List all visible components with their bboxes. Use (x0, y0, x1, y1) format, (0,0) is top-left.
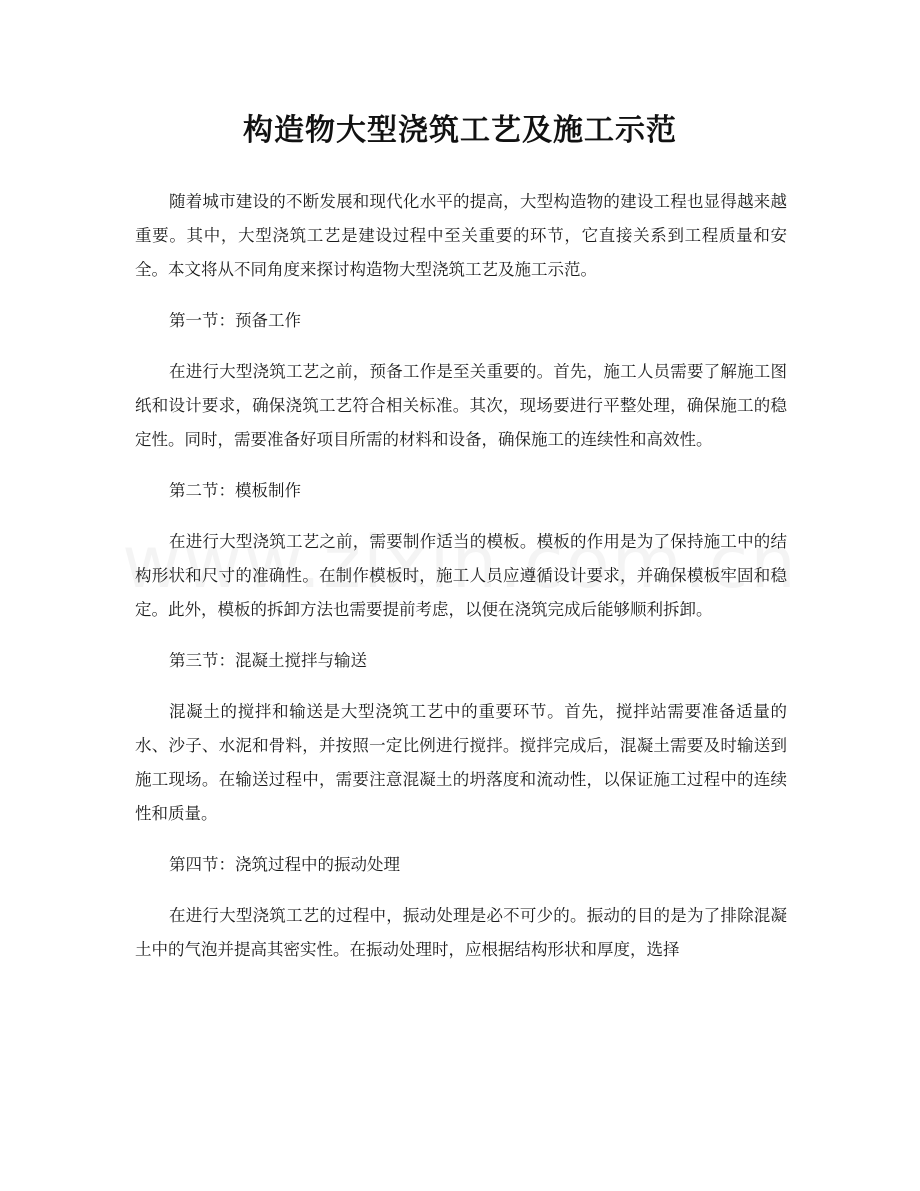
section-4-heading: 第四节：浇筑过程中的振动处理 (169, 855, 400, 874)
section-3-heading: 第三节：混凝土搅拌与输送 (169, 651, 367, 670)
section-2-heading: 第二节：模板制作 (169, 481, 301, 500)
section-3-paragraph: 混凝土的搅拌和输送是大型浇筑工艺中的重要环节。首先，搅拌站需要准备适量的水、沙子、水泥和骨料，并按照一定比例进行搅拌。搅拌完成后，混凝土需要及时输送到施工现场。在输送过程中，需要注意混凝土的坍落度和流动性，以保证施工过程中的连续性和质量。 (135, 702, 787, 823)
document-body (135, 185, 787, 984)
document-title: 构造物大型浇筑工艺及施工示范 (243, 113, 677, 148)
section-2-paragraph: 在进行大型浇筑工艺之前，需要制作适当的模板。模板的作用是为了保持施工中的结构形状和尺寸的准确性。在制作模板时，施工人员应遵循设计要求，并确保模板牢固和稳定。此外，模板的拆卸方法也需要提前考虑，以便在浇筑完成后能够顺利拆卸。 (135, 532, 787, 619)
section-4-paragraph: 在进行大型浇筑工艺的过程中，振动处理是必不可少的。振动的目的是为了排除混凝土中的气泡并提高其密实性。在振动处理时，应根据结构形状和厚度，选择 (135, 906, 787, 959)
intro-paragraph: 随着城市建设的不断发展和现代化水平的提高，大型构造物的建设工程也显得越来越重要。其中，大型浇筑工艺是建设过程中至关重要的环节，它直接关系到工程质量和安全。本文将从不同角度来探讨构造物大型浇筑工艺及施工示范。 (135, 192, 787, 279)
section-1-heading: 第一节：预备工作 (169, 311, 301, 330)
section-1-paragraph: 在进行大型浇筑工艺之前，预备工作是至关重要的。首先，施工人员需要了解施工图纸和设计要求，确保浇筑工艺符合相关标准。其次，现场要进行平整处理，确保施工的稳定性。同时，需要准备好项目所需的材料和设备，确保施工的连续性和高效性。 (135, 362, 787, 449)
